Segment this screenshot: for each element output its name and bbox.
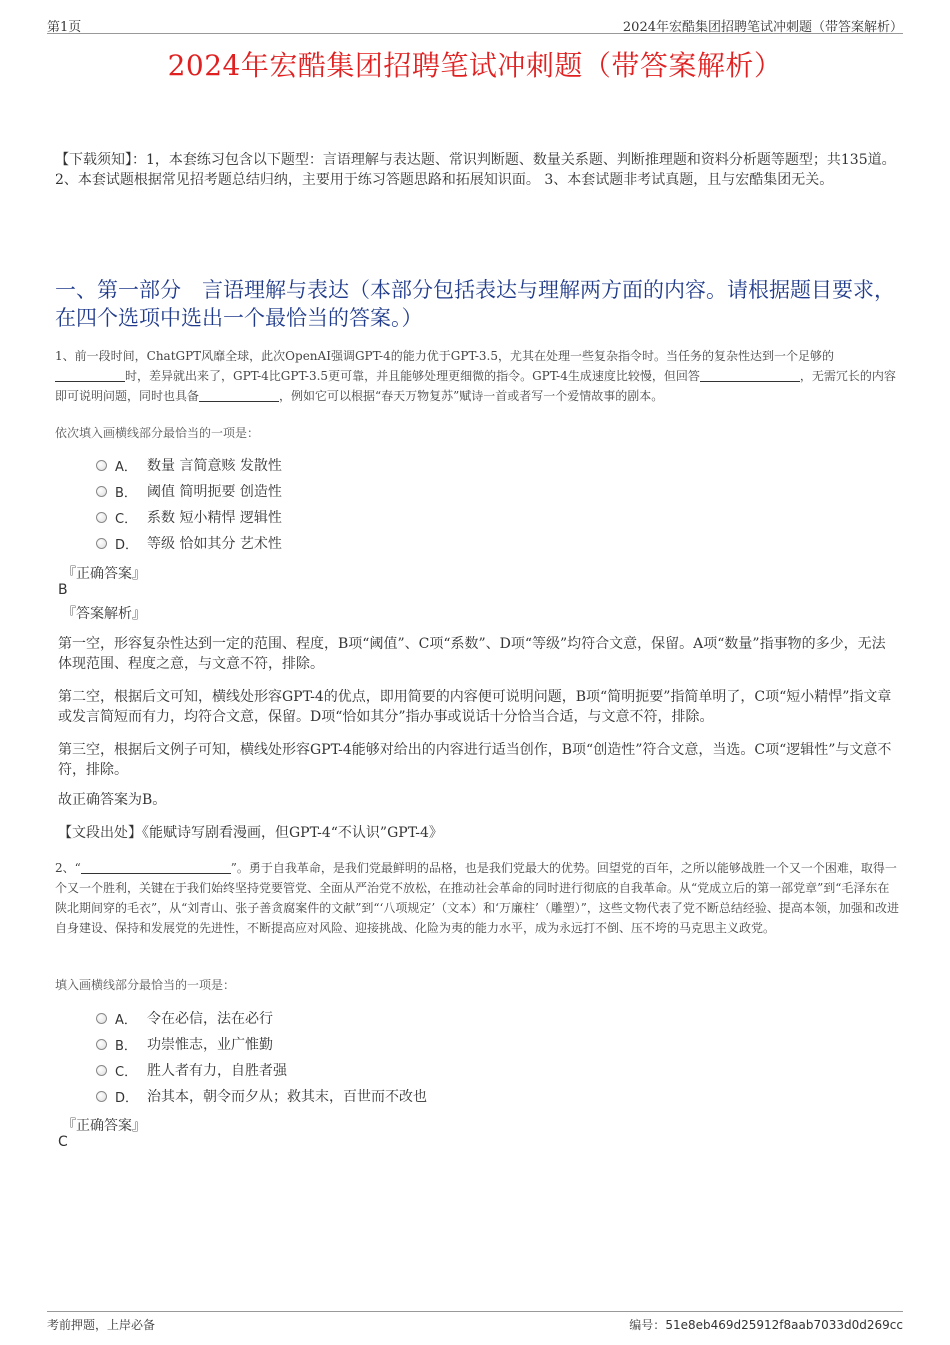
correct-answer: B	[58, 582, 68, 598]
footer-slogan: 考前押题，上岸必备	[47, 1318, 156, 1332]
question-2-text: 2、“ ”。勇于自我革命，是我们党最鲜明的品格，也是我们党最大的优势。回望党的百年，之所以能够战胜一个又一个困难，取得一个又一个胜利，关键在于我们始终坚持党要管党、全面从严治党不放松，在推动社会革命的同时进行彻底的自我革命。从“党成立后的第一部党章”到“毛泽东在陕北期间穿的毛衣”，从“刘青山、张子善贪腐案件的文献”到“‘八项规定’（文本）和‘万廉柱’（雕塑）”，这些文物代表了党不断总结经验、提高本领，加强和改进自身建设、保持和发展党的先进性，不断提高应对风险、迎接挑战、化险为夷的能力水平，成为永远打不倒、压不垮的马克思主义政党。	[55, 861, 899, 935]
page-header	[47, 14, 903, 34]
question-1-prompt: 依次填入画横线部分最恰当的一项是：	[55, 426, 260, 440]
document-code: 编号：51e8eb469d25912f8aab7033d0d269cc	[629, 1318, 903, 1332]
correct-answer: C	[58, 1134, 68, 1150]
section-title: 一、第一部分 言语理解与表达（本部分包括表达与理解两方面的内容。请根据题目要求，在四个选项中选出一个最恰当的答案。）	[55, 278, 895, 330]
fill-blank	[81, 860, 231, 874]
option-c[interactable]: C． 胜人者有力，自胜者强	[96, 1057, 427, 1083]
option-b[interactable]: B． 功崇惟志，业广惟勤	[96, 1031, 427, 1057]
analysis-conclusion: 故正确答案为B。	[58, 792, 167, 808]
header-doc-title: 2024年宏酷集团招聘笔试冲刺题（带答案解析）	[622, 20, 903, 35]
option-b[interactable]: B． 阈值 简明扼要 创造性	[96, 478, 282, 504]
analysis-paragraph: 第三空，根据后文例子可知，横线处形容GPT-4能够对给出的内容进行适当创作，B项“创造性”符合文意，当选。C项“逻辑性”与文意不符，排除。	[58, 742, 892, 778]
fill-blank	[700, 368, 800, 382]
answer-label: 『正确答案』	[62, 566, 146, 582]
fill-blank	[55, 368, 125, 382]
option-d[interactable]: D． 治其本，朝令而夕从；救其末，百世而不改也	[96, 1083, 427, 1109]
fill-blank	[199, 388, 279, 402]
page-number: 第1页	[47, 20, 82, 35]
radio-icon[interactable]	[96, 486, 107, 497]
radio-icon[interactable]	[96, 1091, 107, 1102]
option-a[interactable]: A． 令在必信，法在必行	[96, 1005, 427, 1031]
radio-icon[interactable]	[96, 1013, 107, 1024]
page-footer	[47, 1311, 903, 1335]
radio-icon[interactable]	[96, 1065, 107, 1076]
source-note: 【文段出处】《能赋诗写剧看漫画，但GPT-4“不认识”GPT-4》	[58, 825, 443, 841]
radio-icon[interactable]	[96, 512, 107, 523]
question-1-options	[96, 452, 282, 556]
analysis-paragraph: 第二空，根据后文可知，横线处形容GPT-4的优点，即用简要的内容便可说明问题，B项“简明扼要”指简单明了，C项“短小精悍”指文章或发言简短而有力，均符合文意，保留。D项“恰如其分”指办事或说话十分恰当合适，与文意不符，排除。	[58, 689, 892, 725]
question-2-options	[96, 1005, 427, 1109]
document-title: 2024年宏酷集团招聘笔试冲刺题（带答案解析）	[167, 49, 783, 82]
question-1-text: 1、前一段时间，ChatGPT风靡全球，此次OpenAI强调GPT-4的能力优于GPT-3.5，尤其在处理一些复杂指令时。当任务的复杂性达到一个足够的时，差异就出来了，GPT-4比GPT-3.5更可靠，并且能够处理更细微的指令。GPT-4生成速度比较慢，但回答 ，无需冗长的内容即可说明问题，同时也具备 ，例如它可以根据“春天万物复苏”赋诗一首或者写一个爱情故事的剧本。	[55, 349, 896, 403]
option-c[interactable]: C． 系数 短小精悍 逻辑性	[96, 504, 282, 530]
radio-icon[interactable]	[96, 1039, 107, 1050]
analysis-paragraph: 第一空，形容复杂性达到一定的范围、程度，B项“阈值”、C项“系数”、D项“等级”均符合文意，保留。A项“数量”指事物的多少，无法体现范围、程度之意，与文意不符，排除。	[58, 636, 886, 672]
answer-label: 『正确答案』	[62, 1118, 146, 1134]
radio-icon[interactable]	[96, 538, 107, 549]
download-notice: 【下载须知】：1，本套练习包含以下题型：言语理解与表达题、常识判断题、数量关系题、判断推理题和资料分析题等题型；共135道。 2、本套试题根据常见招考题总结归纳，主要用于练习答题思路和拓展知识面。 3、本套试题非考试真题，且与宏酷集团无关。	[55, 152, 896, 188]
option-d[interactable]: D． 等级 恰如其分 艺术性	[96, 530, 282, 556]
radio-icon[interactable]	[96, 460, 107, 471]
analysis-label: 『答案解析』	[62, 606, 146, 622]
question-2-prompt: 填入画横线部分最恰当的一项是：	[55, 978, 236, 992]
option-a[interactable]: A． 数量 言简意赅 发散性	[96, 452, 282, 478]
